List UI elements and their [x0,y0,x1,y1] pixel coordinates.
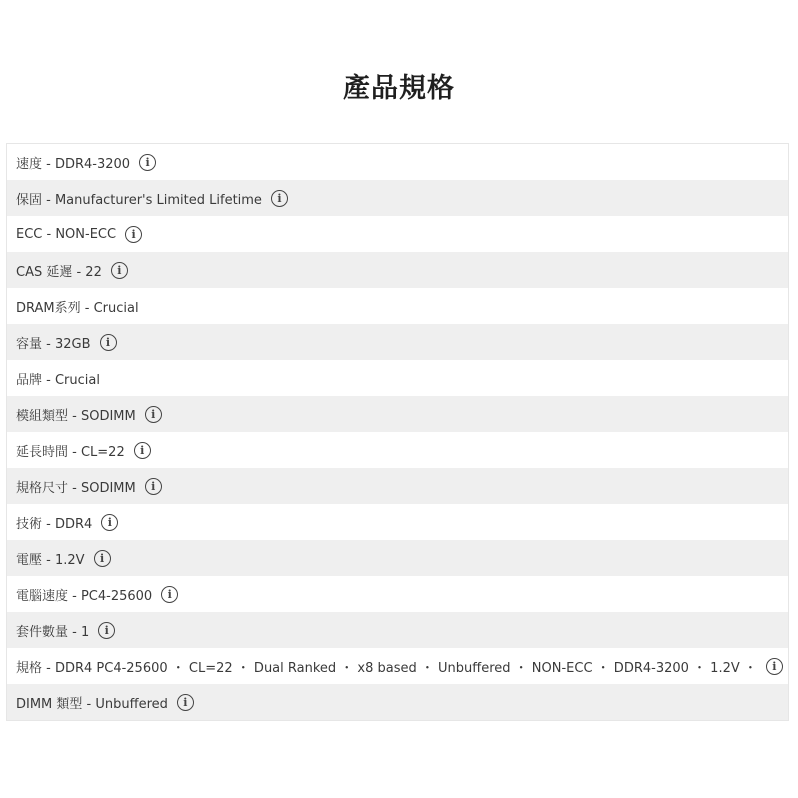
spec-text: 規格尺寸 - SODIMM [16,480,136,496]
spec-row-latency [7,432,788,468]
spec-row-pc-speed [7,576,788,612]
spec-text: 品牌 - Crucial [16,372,100,388]
info-icon[interactable]: i [100,334,117,351]
info-icon[interactable]: i [125,226,142,243]
spec-row-voltage [7,540,788,576]
info-icon[interactable]: i [139,154,156,171]
spec-row-speed [7,144,788,180]
page-title: 產品規格 [343,73,455,104]
spec-row-ecc [7,216,788,252]
spec-row-dimm-type [7,684,788,720]
spec-text: 套件數量 - 1 [16,624,90,640]
info-icon[interactable]: i [145,406,162,423]
info-icon[interactable]: i [111,262,128,279]
spec-row-kit-quantity [7,612,788,648]
info-icon[interactable]: i [145,478,162,495]
info-icon[interactable]: i [766,658,783,675]
spec-text: DIMM 類型 - Unbuffered [16,696,168,712]
info-icon[interactable]: i [101,514,118,531]
info-icon[interactable]: i [161,586,178,603]
spec-row-cas-latency [7,252,788,288]
spec-text: 延長時間 - CL=22 [16,444,125,460]
spec-text: 模組類型 - SODIMM [16,408,136,424]
info-icon[interactable]: i [94,550,111,567]
info-icon[interactable]: i [177,694,194,711]
spec-text: 規格 - DDR4 PC4-25600 ・ CL=22 ・ Dual Ranked ・ x8 based ・ Unbuffered ・ NON-ECC ・ DDR4-3200 ・ 1.2V ・ [16,660,757,676]
spec-text: 速度 - DDR4-3200 [16,156,131,172]
spec-text: CAS 延遲 - 22 [16,264,102,280]
spec-row-module-type [7,396,788,432]
spec-row-technology [7,504,788,540]
spec-row-dram-series [7,288,788,324]
spec-row-specs [7,648,788,684]
spec-text: 技術 - DDR4 [16,516,93,532]
spec-text: 電壓 - 1.2V [16,552,85,568]
info-icon[interactable]: i [134,442,151,459]
spec-row-form-factor [7,468,788,504]
info-icon[interactable]: i [271,190,288,207]
spec-text: DRAM系列 - Crucial [16,300,139,316]
spec-row-brand [7,360,788,396]
spec-text: 電腦速度 - PC4-25600 [16,588,153,604]
spec-text: 容量 - 32GB [16,336,91,352]
spec-text: 保固 - Manufacturer's Limited Lifetime [16,192,262,208]
spec-text: ECC - NON-ECC [16,226,117,242]
info-icon[interactable]: i [98,622,115,639]
spec-row-capacity [7,324,788,360]
spec-table [6,143,789,721]
spec-row-warranty [7,180,788,216]
